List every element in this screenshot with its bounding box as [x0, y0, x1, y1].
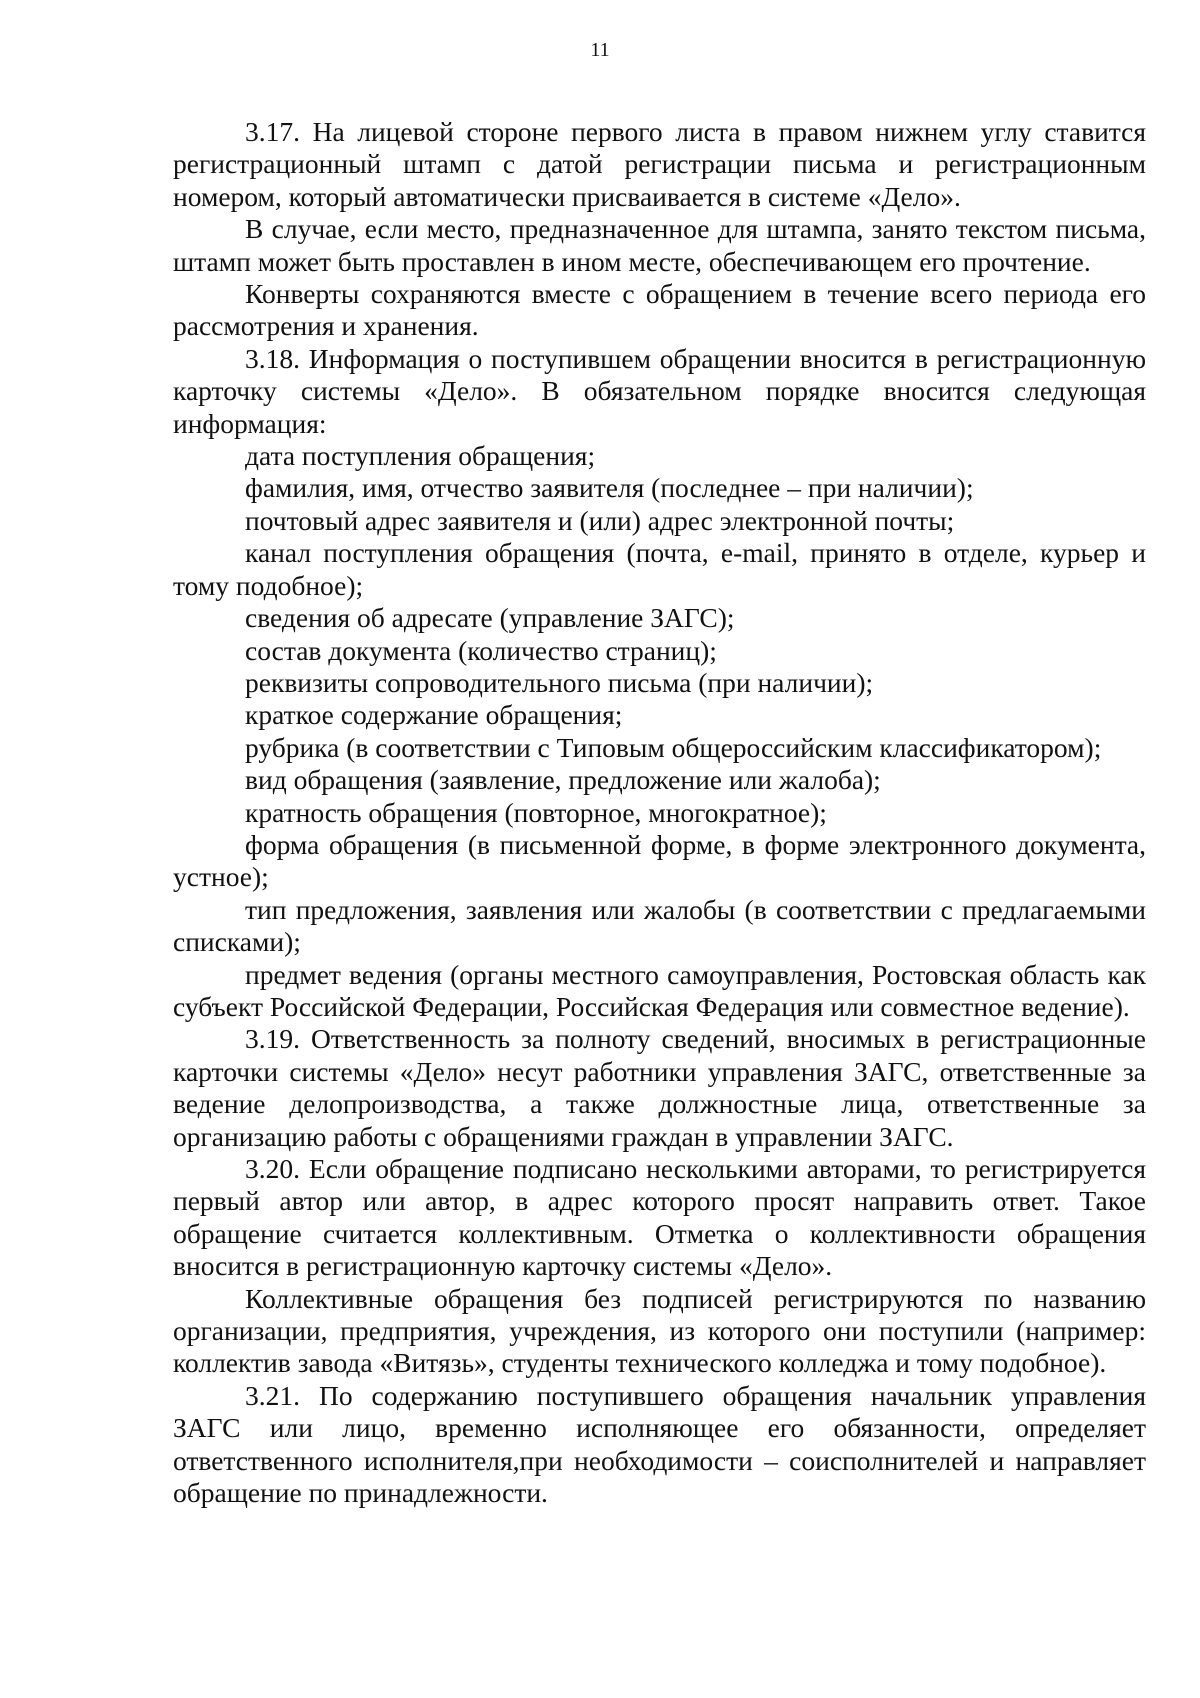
paragraph-3-18: 3.18. Информация о поступившем обращении вносится в регистрационную карточку системы «Дело». В обязательном порядке вносится следующая информация:	[173, 342, 1146, 439]
list-item: краткое содержание обращения;	[245, 699, 623, 731]
paragraph-collective-appeals: Коллективные обращения без подписей регистрируются по названию организации, предприятия, учреждения, из которого они поступили (например: коллектив завода «Витязь», студенты технического колледжа и тому подобное).	[173, 1282, 1146, 1379]
list-item: дата поступления обращения;	[245, 440, 596, 472]
list-item: почтовый адрес заявителя и (или) адрес электронной почты;	[245, 504, 955, 536]
list-item: тип предложения, заявления или жалобы (в соответствии с предлагаемыми списками);	[173, 893, 1146, 958]
list-item: сведения об адресате (управление ЗАГС);	[245, 602, 735, 634]
list-item: кратность обращения (повторное, многократное);	[245, 796, 827, 828]
paragraph-envelopes: Конверты сохраняются вместе с обращением в течение всего периода его рассмотрения и хранения.	[173, 278, 1146, 342]
list-item: предмет ведения (органы местного самоуправления, Ростовская область как субъект Российской Федерации, Российская Федерация или совместное ведение).	[173, 958, 1146, 1022]
paragraph-3-19: 3.19. Ответственность за полноту сведений, вносимых в регистрационные карточки системы «Дело» несут работники управления ЗАГС, ответственные за ведение делопроизводства, а также должностные лица, ответственные за организацию работы с обращениями граждан в управлении ЗАГС.	[173, 1023, 1146, 1152]
paragraph-3-21: 3.21. По содержанию поступившего обращения начальник управления ЗАГС или лицо, временно исполняющее его обязанности, определяет ответственного исполнителя,при необходимости – соисполнителей и направляет обращение по принадлежности.	[173, 1379, 1146, 1509]
list-item: реквизиты сопроводительного письма (при наличии);	[245, 666, 874, 698]
page-number: 11	[590, 39, 610, 61]
list-item: состав документа (количество страниц);	[245, 634, 717, 666]
list-item: вид обращения (заявление, предложение или жалоба);	[245, 764, 881, 796]
paragraph-3-17: 3.17. На лицевой стороне первого листа в правом нижнем углу ставится регистрационный штамп с датой регистрации письма и регистрационным номером, который автоматически присваивается в системе «Дело».	[173, 116, 1146, 212]
document-body	[173, 116, 1146, 1509]
list-item: рубрика (в соответствии с Типовым общероссийским классификатором);	[245, 731, 1102, 763]
list-item: форма обращения (в письменной форме, в форме электронного документа, устное);	[173, 828, 1146, 893]
list-item: канал поступления обращения (почта, e-mail, принято в отделе, курьер и тому подобное);	[173, 537, 1146, 601]
paragraph-stamp-placement: В случае, если место, предназначенное для штампа, занято текстом письма, штамп может быть проставлен в ином месте, обеспечивающем его прочтение.	[173, 213, 1146, 277]
paragraph-3-20: 3.20. Если обращение подписано несколькими авторами, то регистрируется первый автор или автор, в адрес которого просят направить ответ. Такое обращение считается коллективным. Отметка о коллективности обращения вносится в регистрационную карточку системы «Дело».	[173, 1153, 1146, 1282]
list-item: фамилия, имя, отчество заявителя (последнее – при наличии);	[245, 472, 974, 504]
